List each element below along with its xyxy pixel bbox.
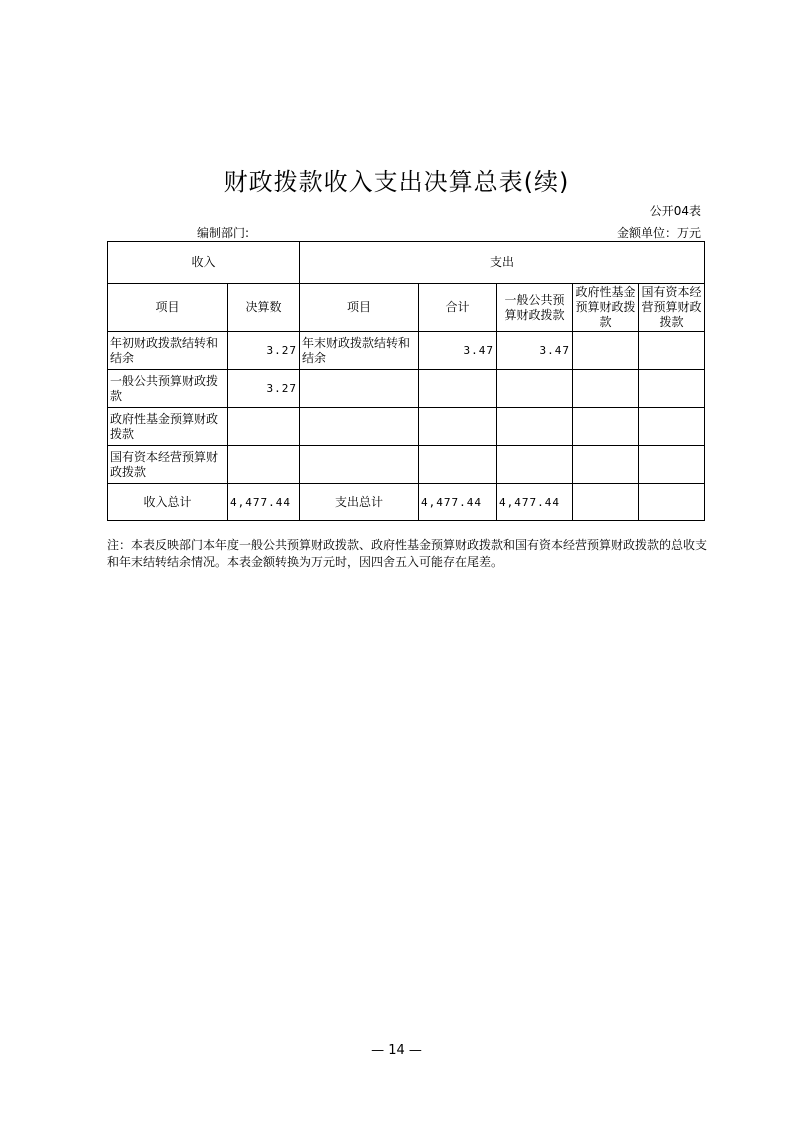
expense-gov-fund	[573, 408, 639, 446]
final-amount-header: 决算数	[228, 284, 300, 332]
state-capital-total-amount	[639, 484, 705, 521]
table-note: 注：本表反映部门本年度一般公共预算财政拨款、政府性基金预算财政拨款和国有资本经营预算财政拨款的总收支和年末结转结余情况。本表金额转换为万元时，因四舍五入可能存在尾差。	[107, 538, 708, 569]
table-row	[108, 370, 705, 408]
expense-gov-fund	[573, 446, 639, 484]
income-item: 政府性基金预算财政拨款	[108, 408, 228, 446]
income-header: 收入	[108, 242, 300, 284]
budget-table	[107, 241, 705, 521]
table-row	[108, 332, 705, 370]
expense-total	[419, 408, 497, 446]
state-capital-header: 国有资本经营预算财政拨款	[639, 284, 705, 332]
page-title: 财政拨款收入支出决算总表(续)	[223, 168, 570, 196]
table-row	[108, 408, 705, 446]
expense-header: 支出	[300, 242, 705, 284]
total-header: 合计	[419, 284, 497, 332]
expense-total-label: 支出总计	[300, 484, 419, 521]
department-label: 编制部门:	[197, 226, 250, 240]
gov-fund-total-amount	[573, 484, 639, 521]
expense-total: 3.47	[419, 332, 497, 370]
income-amount	[228, 408, 300, 446]
income-total-amount: 4,477.44	[228, 484, 300, 521]
expense-total	[419, 446, 497, 484]
expense-state-capital	[639, 408, 705, 446]
expense-state-capital	[639, 370, 705, 408]
expense-item	[300, 408, 419, 446]
income-item: 国有资本经营预算财政拨款	[108, 446, 228, 484]
expense-item: 年末财政拨款结转和结余	[300, 332, 419, 370]
expense-item	[300, 370, 419, 408]
income-item-header: 项目	[108, 284, 228, 332]
general-total-amount: 4,477.44	[497, 484, 573, 521]
expense-total	[419, 370, 497, 408]
income-amount: 3.27	[228, 332, 300, 370]
expense-state-capital	[639, 332, 705, 370]
table-row	[108, 446, 705, 484]
income-amount: 3.27	[228, 370, 300, 408]
table-header-row	[108, 242, 705, 284]
expense-item-header: 项目	[300, 284, 419, 332]
income-amount	[228, 446, 300, 484]
unit-label: 金额单位：万元	[616, 226, 701, 240]
expense-general: 3.47	[497, 332, 573, 370]
income-total-label: 收入总计	[108, 484, 228, 521]
table-subheader-row	[108, 284, 705, 332]
page-number: — 14 —	[371, 1043, 422, 1058]
income-item: 年初财政拨款结转和结余	[108, 332, 228, 370]
expense-general	[497, 370, 573, 408]
expense-total-amount: 4,477.44	[419, 484, 497, 521]
expense-gov-fund	[573, 332, 639, 370]
expense-general	[497, 446, 573, 484]
general-budget-header: 一般公共预算财政拨款	[497, 284, 573, 332]
totals-row	[108, 484, 705, 521]
expense-gov-fund	[573, 370, 639, 408]
expense-item	[300, 446, 419, 484]
income-item: 一般公共预算财政拨款	[108, 370, 228, 408]
form-number: 公开04表	[649, 204, 701, 218]
gov-fund-header: 政府性基金预算财政拨款	[573, 284, 639, 332]
expense-general	[497, 408, 573, 446]
expense-state-capital	[639, 446, 705, 484]
